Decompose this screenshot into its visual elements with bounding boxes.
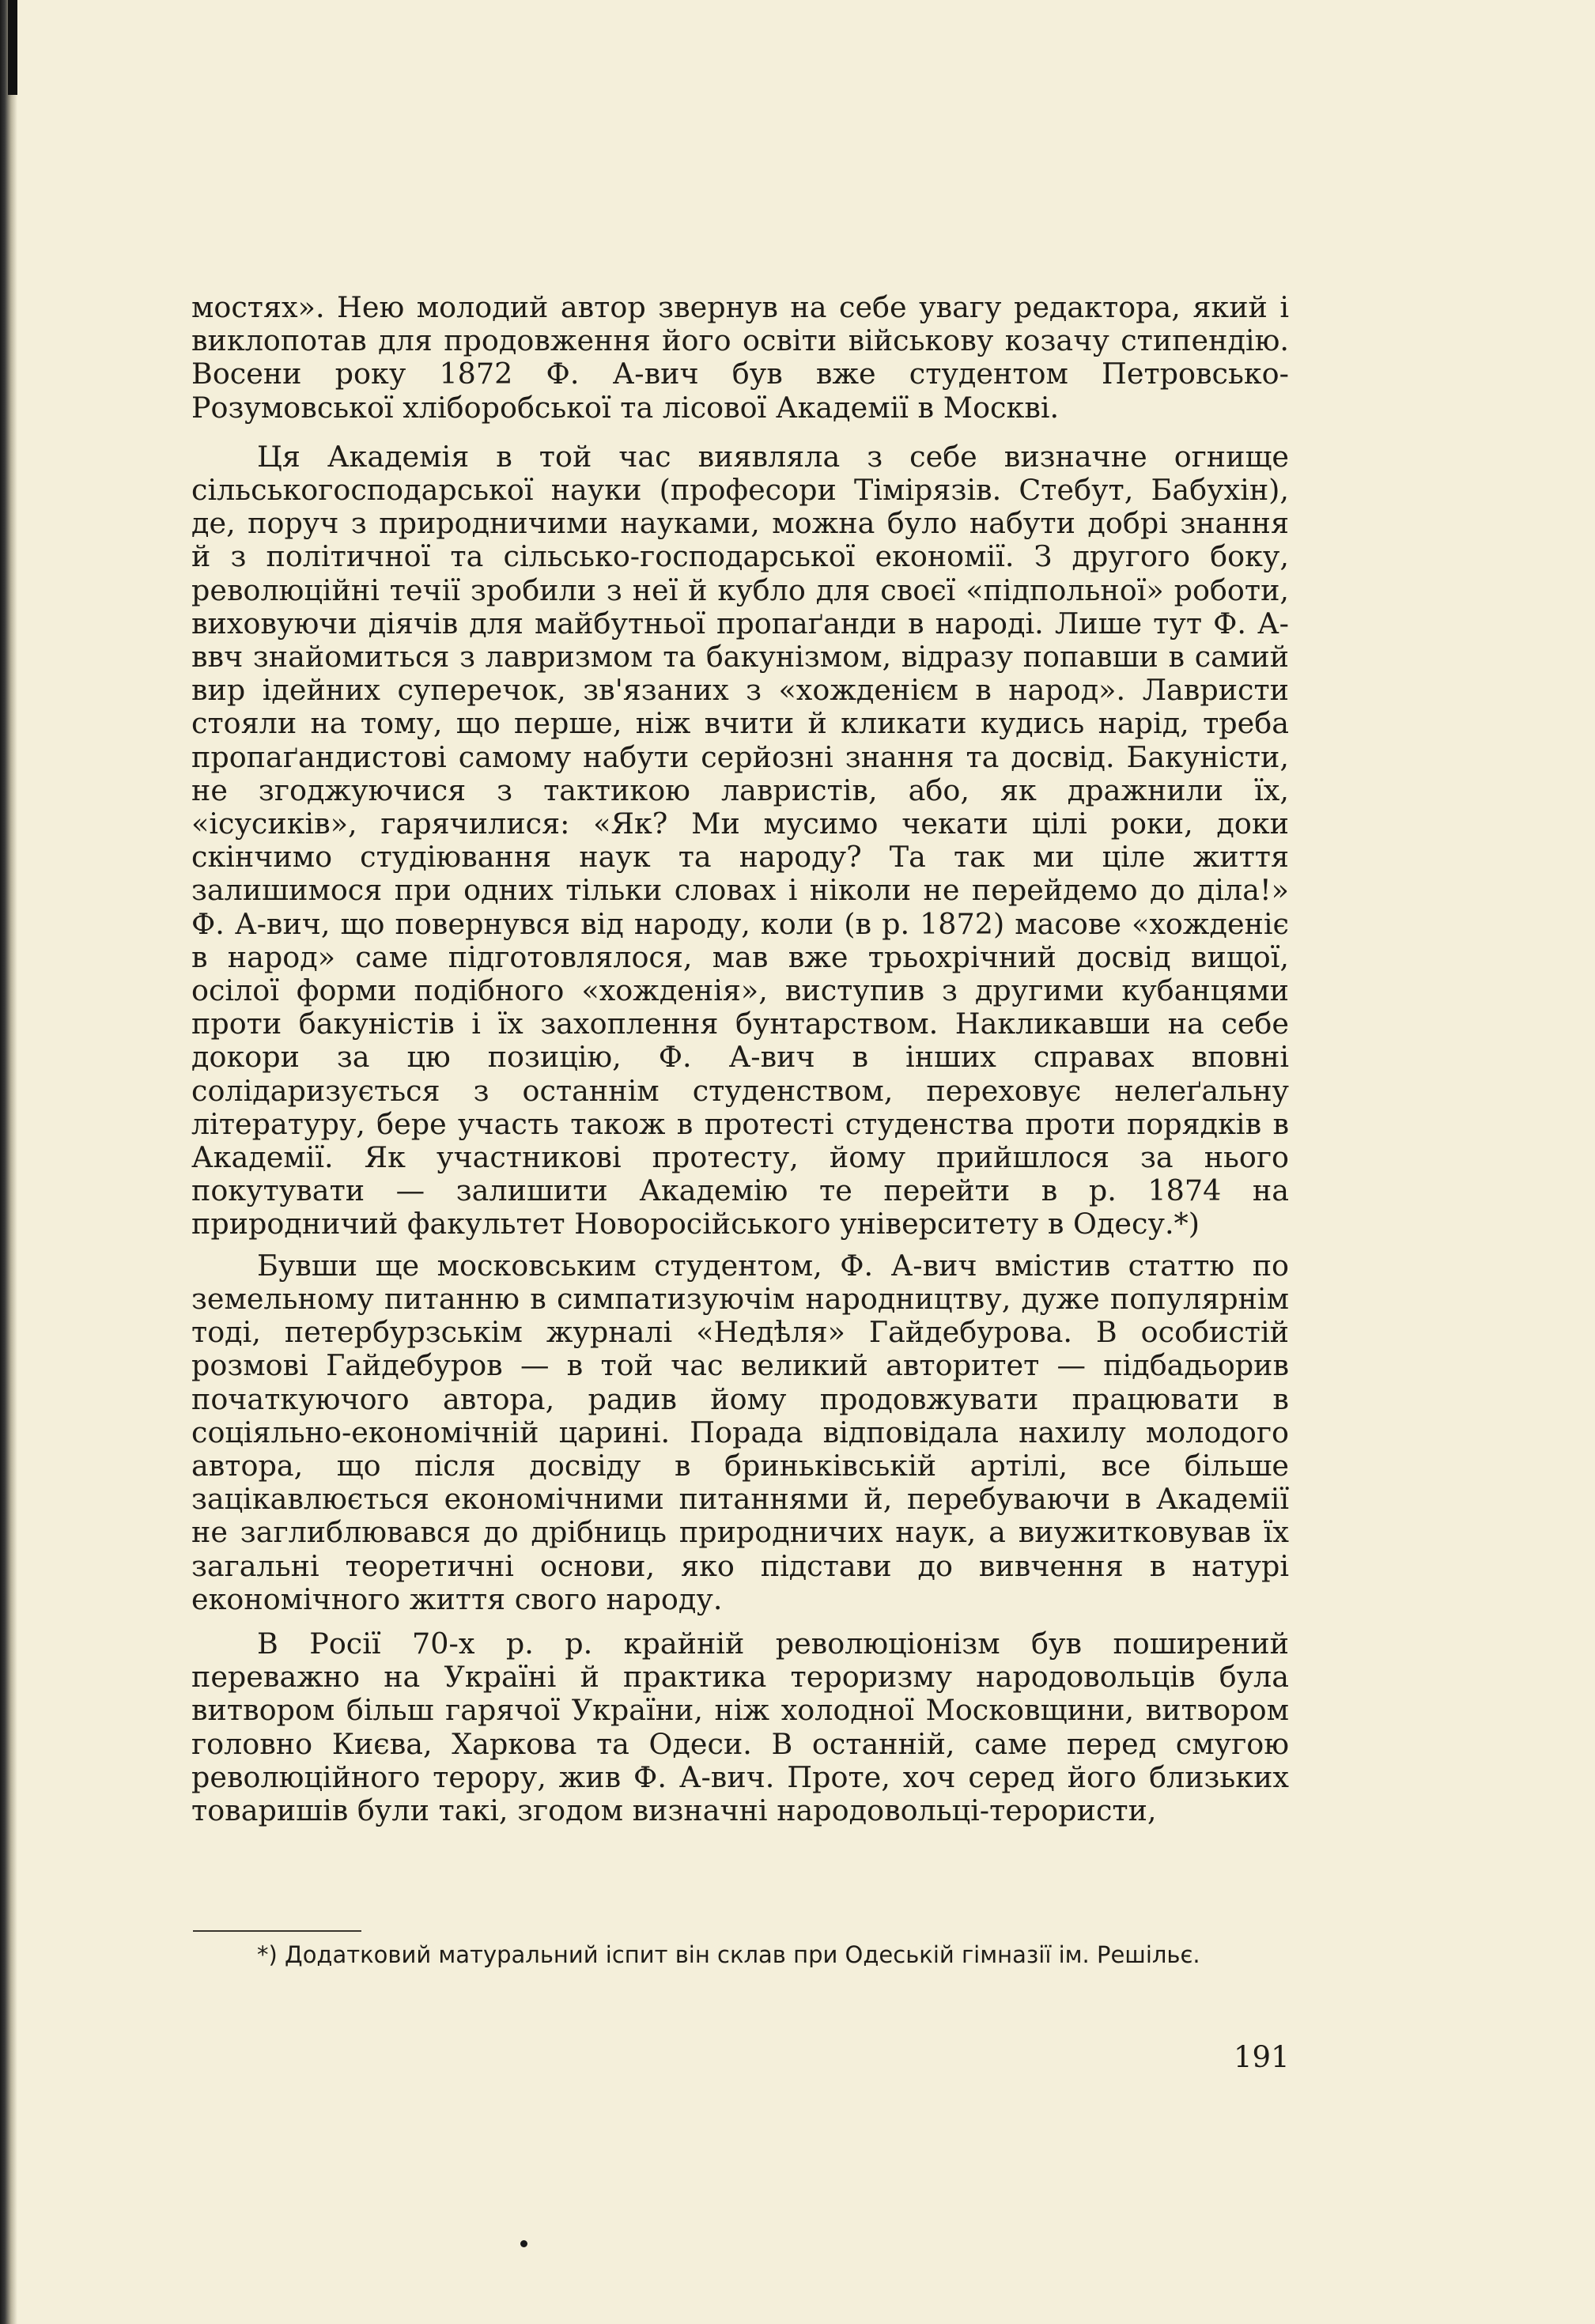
paragraph-academy: Ця Академія в той час виявляла з себе визначне огнище сільськогосподарської науки (професори Тімірязів. Стебут, Бабухін), де, поруч з природничими науками, можна було набути добрі знання й з політичної та сільсько-господарської економії. З другого боку, революційні течії зробили з неї й кубло для своєї «підпольної» роботи, виховуючи діячів для майбутньої пропаґанди в народі. Лише тут Ф. А-ввч знайомиться з лавризмом та бакунізмом, відразу попавши в самий вир ідейних суперечок, зв'язаних з «хожденієм в народ». Лавристи стояли на тому, що перше, ніж вчити й кликати кудись нарід, треба пропаґандистові самому набути серйозні знання та досвід. Бакуністи, не згоджуючися з тактикою лавристів, або, як дражнили їх, «ісусиків», гарячилися: «Як? Ми мусимо чекати цілі роки, доки скінчимо студіювання наук та народу? Та так ми ціле життя залишимося при одних тільки словах і ніколи не перейдемо до діла!» Ф. А-вич, що повернувся від народу, коли (в р. 1872) масове «хожденіє в народ» саме підготовлялося, мав вже трьохрічний досвід вищої, осілої форми подібного «хожденія», виступив з другими кубанцями проти бакуністів і їх захоплення бунтарством. Накликавши на себе докори за цю позицію, Ф. А-вич в інших справах вповні солідаризується з останнім студенством, переховує нелеґальну літературу, бере участь також в протесті студенства проти порядків в Академії. Як участникові протесту, йому прийшлося за нього покутувати — залишити Академію те перейти в р. 1874 на природничий факультет Новоросійського університету в Одесу.*): [191, 439, 1289, 1241]
footnote-divider: [193, 1930, 361, 1932]
paragraph-continuation: мостях». Нею молодий автор звернув на себе увагу редактора, який і виклопотав для продовження його освіти військову козачу стипендію. Восени року 1872 Ф. А-вич був вже студентом Петровсько-Розумовської хліборобської та лісової Академії в Москві.: [191, 290, 1289, 425]
paragraph-student-article: Бувши ще московським студентом, Ф. А-вич вмістив статтю по земельному питанню в симпатизуючім народництву, дуже популярнім тоді, петербурзськім журналі «Недѣля» Гайдебурова. В особистій розмові Гайдебуров — в той час великий авторитет — підбадьорив початкуючого автора, радив йому продовжувати працювати в соціяльно-економічній царині. Порада відповідала нахилу молодого автора, що після досвіду в бриньківській артілі, все більше зацікавлюється економічними питаннями й, перебуваючи в Академії не заглиблювався до дрібниць природничих наук, а виужитковував їх загальні теоретичні основи, яко підстави до вивчення в натурі економічного життя свого народу.: [191, 1248, 1289, 1616]
binding-edge: [0, 0, 17, 2324]
footnote: *) Додатковий матуральний іспит він склав при Одеській гімназії ім. Решільє.: [257, 1941, 1200, 1968]
print-speck: [520, 2240, 527, 2247]
page-number: 191: [1234, 2040, 1290, 2074]
binding-notch: [8, 0, 17, 95]
paragraph-revolutionism: В Росії 70-х р. р. крайній революціонізм був поширений переважно на Україні й практика тероризму народовольців була витвором більш гарячої України, ніж холодної Московщини, витвором головно Києва, Харкова та Одеси. В останній, саме перед смугою революційного терору, жив Ф. А-вич. Проте, хоч серед його близьких товаришів були такі, згодом визначні народовольці-терористи,: [191, 1626, 1289, 1827]
main-text: [191, 291, 1289, 1827]
